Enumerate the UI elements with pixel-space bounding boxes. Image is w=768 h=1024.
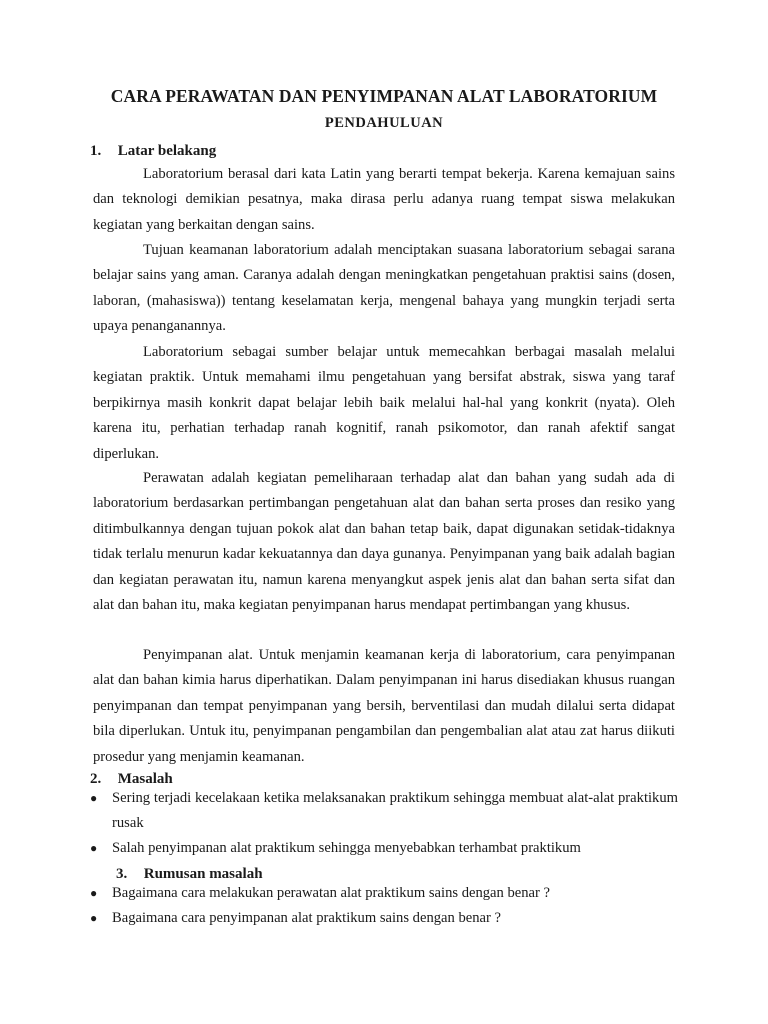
section-title: Latar belakang [117,143,217,159]
bullet-icon: ● [90,911,98,925]
section-number: 2. [90,771,102,787]
list-item-text: Bagaimana cara penyimpanan alat praktikum sains dengan benar ? [112,910,502,926]
section-heading-latar-belakang [90,141,216,161]
document-subtitle: PENDAHULUAN [324,115,444,131]
section-number: 3. [116,866,128,882]
list-item [90,836,678,861]
paragraph: Tujuan keamanan laboratorium adalah menciptakan suasana laboratorium sebagai sarana belajar sains yang aman. Caranya adalah dengan meningkatkan pengetahuan praktisi sains (dosen, laboran, (mahasiswa)) tentang keselamatan kerja, mengenal bahaya yang mungkin terjadi serta upaya penanganannya. [93,242,675,335]
bullet-list-masalah [90,786,678,861]
paragraph: Penyimpanan alat. Untuk menjamin keamanan kerja di laboratorium, cara penyimpanan alat dan bahan kimia harus diperhatikan. Dalam penyimpanan ini harus disediakan khusus ruangan penyimpanan dan tempat penyimpanan yang bersih, berventilasi dan mudah dilalui serta didapat bila diperlukan. Untuk itu, penyimpanan pengambilan dan pengembalian alat atau zat harus diikuti prosedur yang menjamin keamanan. [93,647,675,765]
list-item [90,881,678,906]
list-item-text: Salah penyimpanan alat praktikum sehingga menyebabkan terhambat praktikum [112,840,581,856]
bullet-icon: ● [90,841,98,855]
list-item-text: Sering terjadi kecelakaan ketika melaksanakan praktikum sehingga membuat alat-alat praktikum rusak [112,790,678,831]
section-title: Rumusan masalah [143,866,263,882]
list-item [90,786,678,836]
list-item [90,906,678,931]
bullet-list-rumusan [90,881,678,931]
bullet-icon: ● [90,791,98,805]
section-title: Masalah [117,771,173,787]
paragraph: Perawatan adalah kegiatan pemeliharaan terhadap alat dan bahan yang sudah ada di laboratorium berdasarkan pertimbangan pengetahuan alat dan bahan serta proses dan resiko yang ditimbulkannya dengan tujuan pokok alat dan bahan tetap baik, dapat digunakan setidak-tidaknya tidak terlalu menurun kadar kekuatannya dan daya gunanya. Penyimpanan yang baik adalah bagian dan kegiatan perawatan itu, namun karena menyangkut aspek jenis alat dan bahan serta sifat dan alat dan bahan itu, maka kegiatan penyimpanan harus mendapat pertimbangan yang khusus. [93,470,675,614]
paragraph: Laboratorium berasal dari kata Latin yang berarti tempat bekerja. Karena kemajuan sains dan teknologi demikian pesatnya, maka dirasa perlu adanya ruang tempat siswa melakukan kegiatan yang berkaitan dengan sains. [93,166,675,233]
document-title: CARA PERAWATAN DAN PENYIMPANAN ALAT LABORATORIUM [110,86,658,106]
list-item-text: Bagaimana cara melakukan perawatan alat praktikum sains dengan benar ? [112,885,551,901]
paragraph: Laboratorium sebagai sumber belajar untuk memecahkan berbagai masalah melalui kegiatan praktik. Untuk memahami ilmu pengetahuan yang bersifat abstrak, siswa yang taraf berpikirnya masih konkrit dapat belajar lebih baik melalui hal-hal yang konkrit (nyata). Oleh karena itu, perhatian terhadap ranah kognitif, ranah psikomotor, dan ranah afektif sangat diperlukan. [93,344,675,462]
bullet-icon: ● [90,886,98,900]
section-number: 1. [90,143,102,159]
